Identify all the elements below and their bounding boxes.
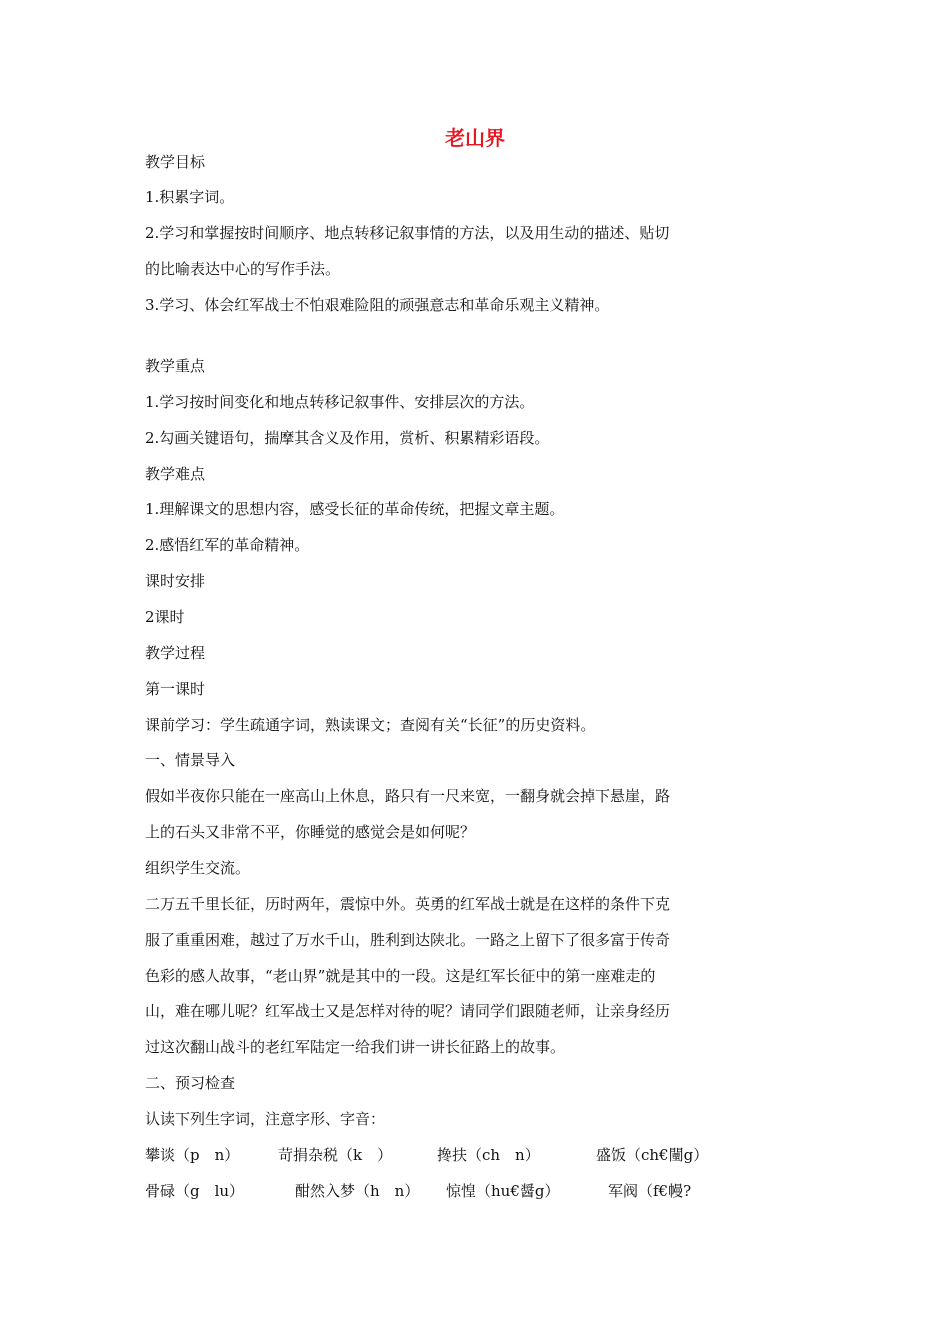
longmarch-paragraph-line-5: 过这次翻山战斗的老红军陆定一给我们讲一讲长征路上的故事。 <box>145 1038 566 1056</box>
longmarch-paragraph-line-1: 二万五千里长征，历时两年，震惊中外。英勇的红军战士就是在这样的条件下克 <box>145 895 671 913</box>
goal-item-1: 1.积累字词。 <box>145 188 235 206</box>
vocab-item: 军阀（f€幔? <box>608 1182 692 1200</box>
vocab-item: 搀扶（ch n） <box>437 1146 540 1164</box>
heading-difficulties: 教学难点 <box>145 465 206 483</box>
longmarch-paragraph-line-4: 山，难在哪儿呢？红军战士又是怎样对待的呢？请同学们跟随老师，让亲身经历 <box>145 1002 671 1020</box>
vocab-item: 攀谈（p n） <box>145 1146 240 1164</box>
vocab-item: 惊惶（hu€醤g） <box>446 1182 560 1200</box>
discussion-line: 组织学生交流。 <box>145 859 251 877</box>
heading-teaching-goals: 教学目标 <box>145 153 206 171</box>
longmarch-paragraph-line-2: 服了重重困难，越过了万水千山，胜利到达陕北。一路之上留下了很多富于传奇 <box>145 931 671 949</box>
heading-process: 教学过程 <box>145 644 206 662</box>
goal-item-2: 2.学习和掌握按时间顺序、地点转移记叙事情的方法，以及用生动的描述、贴切 <box>145 224 670 242</box>
intro-paragraph-line-1: 假如半夜你只能在一座高山上休息，路只有一尺来宽，一翻身就会掉下悬崖，路 <box>145 787 671 805</box>
schedule-value: 2课时 <box>145 608 185 626</box>
pre-class-study: 课前学习：学生疏通字词，熟读课文；查阅有关“长征”的历史资料。 <box>145 716 596 734</box>
vocab-item: 骨碌（g lu） <box>145 1182 245 1200</box>
key-point-1: 1.学习按时间变化和地点转移记叙事件、安排层次的方法。 <box>145 393 535 411</box>
difficulty-1: 1.理解课文的思想内容，感受长征的革命传统，把握文章主题。 <box>145 500 565 518</box>
goal-item-2-cont: 的比喻表达中心的写作手法。 <box>145 260 341 278</box>
heading-first-lesson: 第一课时 <box>145 680 206 698</box>
vocab-item: 盛饭（ch€闉g） <box>596 1146 709 1164</box>
section-intro-heading: 一、情景导入 <box>145 751 236 769</box>
heading-schedule: 课时安排 <box>145 572 206 590</box>
vocab-item: 苛捐杂税（k ） <box>278 1146 393 1164</box>
goal-item-3: 3.学习、体会红军战士不怕艰难险阻的顽强意志和革命乐观主义精神。 <box>145 296 610 314</box>
heading-key-points: 教学重点 <box>145 357 206 375</box>
longmarch-paragraph-line-3: 色彩的感人故事，“老山界”就是其中的一段。这是红军长征中的第一座难走的 <box>145 967 656 985</box>
intro-paragraph-line-2: 上的石头又非常不平，你睡觉的感觉会是如何呢？ <box>145 823 476 841</box>
preview-instruction: 认读下列生字词，注意字形、字音： <box>145 1110 386 1128</box>
document-title: 老山界 <box>445 126 505 150</box>
difficulty-2: 2.感悟红军的革命精神。 <box>145 536 310 554</box>
section-preview-heading: 二、预习检查 <box>145 1074 236 1092</box>
key-point-2: 2.勾画关键语句，揣摩其含义及作用，赏析、积累精彩语段。 <box>145 429 550 447</box>
vocab-item: 酣然入梦（h n） <box>295 1182 420 1200</box>
